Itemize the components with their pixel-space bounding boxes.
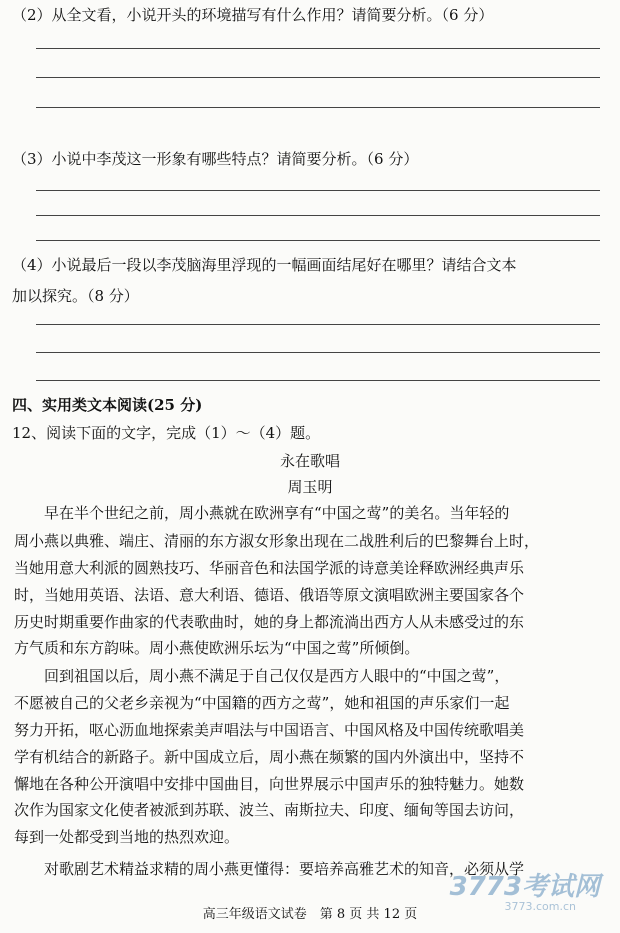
answer-line: [36, 48, 600, 49]
question-3: （3）小说中李茂这一形象有哪些特点？请简要分析。（6 分）: [12, 150, 419, 168]
article-title: 永在歌唱: [279, 452, 340, 470]
answer-line: [36, 215, 600, 216]
article-line: 方气质和东方韵味。周小燕使欧洲乐坛为“中国之莺”所倾倒。: [14, 639, 420, 657]
page-footer: 高三年级语文试卷 第 8 页 共 12 页: [202, 907, 418, 922]
article-line: 懈地在各种公开演唱中安排中国曲目，向世界展示中国声乐的独特魅力。她数: [14, 775, 525, 793]
article-line: 不愿被自己的父老乡亲视为“中国籍的西方之莺”，她和祖国的声乐家们一起: [14, 694, 510, 712]
answer-line: [36, 352, 600, 353]
question-4-line-1: （4）小说最后一段以李茂脑海里浮现的一幅画面结尾好在哪里？请结合文本: [12, 256, 517, 274]
article-line: 周小燕以典雅、端庄、清丽的东方淑女形象出现在二战胜利后的巴黎舞台上时，: [14, 532, 540, 550]
answer-line: [36, 380, 600, 381]
article-line: 次作为国家文化使者被派到苏联、波兰、南斯拉夫、印度、缅甸等国去访问，: [14, 801, 525, 819]
section-heading: 四、实用类文本阅读(25 分): [12, 396, 203, 414]
article-line: 努力开拓，呕心沥血地探索美声唱法与中国语言、中国风格及中国传统歌唱美: [14, 721, 525, 739]
watermark-logo: 3773考试网: [449, 872, 600, 902]
answer-line: [36, 240, 600, 241]
article-line: 时，当她用英语、法语、意大利语、德语、俄语等原文演唱欧洲主要国家各个: [14, 586, 525, 604]
article-line: 回到祖国以后，周小燕不满足于自己仅仅是西方人眼中的“中国之莺”，: [14, 667, 510, 685]
answer-line: [36, 190, 600, 191]
article-line: 每到一处都受到当地的热烈欢迎。: [14, 828, 240, 846]
article-line: 早在半个世纪之前，周小燕就在欧洲享有“中国之莺”的美名。当年轻的: [14, 504, 510, 522]
section-instruction: 12、阅读下面的文字，完成（1）～（4）题。: [12, 424, 321, 442]
answer-line: [36, 107, 600, 108]
watermark-url: 3773.com.cn: [504, 900, 576, 913]
question-2: （2）从全文看，小说开头的环境描写有什么作用？请简要分析。（6 分）: [12, 6, 494, 24]
article-author: 周玉明: [287, 478, 333, 496]
article-line: 学有机结合的新路子。新中国成立后，周小燕在频繁的国内外演出中，坚持不: [14, 748, 525, 766]
article-line: 对歌剧艺术精益求精的周小燕更懂得：要培养高雅艺术的知音，必须从学: [14, 860, 525, 878]
answer-line: [36, 324, 600, 325]
article-line: 历史时期重要作曲家的代表歌曲时，她的身上都流淌出西方人从未感受过的东: [14, 613, 525, 631]
question-4-line-2: 加以探究。（8 分）: [12, 287, 139, 305]
article-line: 当她用意大利派的圆熟技巧、华丽音色和法国学派的诗意美诠释欧洲经典声乐: [14, 559, 525, 577]
answer-line: [36, 77, 600, 78]
